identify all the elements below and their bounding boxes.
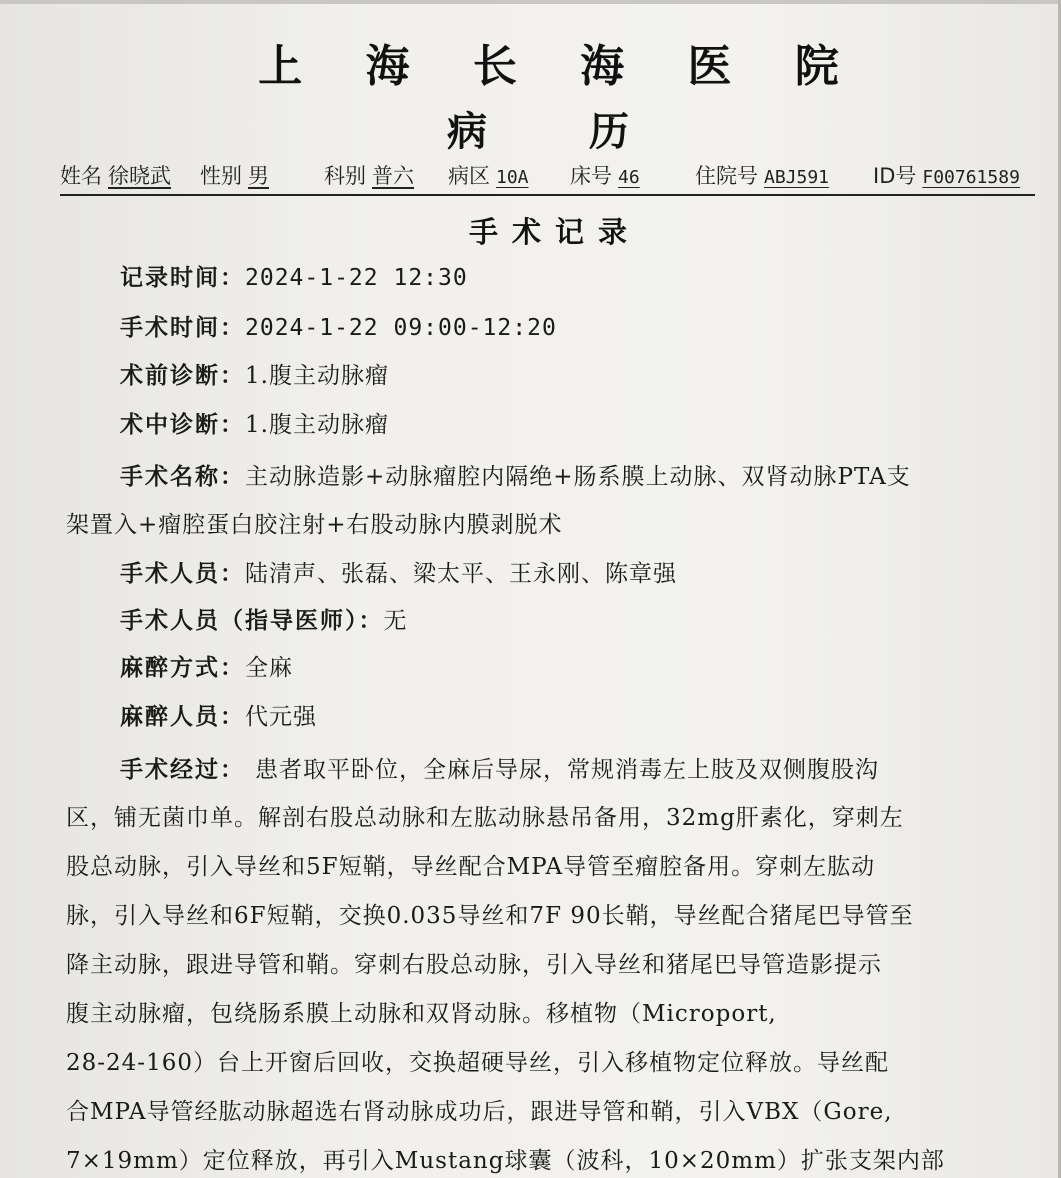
- surgery-time-row: [120, 312, 557, 344]
- patient-id-value: F00761589: [922, 167, 1020, 188]
- ward-value: 10A: [496, 167, 529, 188]
- patient-id-field: [873, 160, 1020, 190]
- bed-label: 床号: [570, 164, 612, 188]
- surgery-time-label: 手术时间：: [120, 314, 245, 341]
- surgery-name-block: [66, 452, 1036, 550]
- procedure-line: 区，铺无菌巾单。解剖右股总动脉和左肱动脉悬吊备用，32mg肝素化，穿刺左: [66, 805, 904, 831]
- supervisor-value: 无: [383, 608, 408, 634]
- record-time-value: 2024-1-22 12:30: [245, 265, 468, 291]
- record-time-label: 记录时间：: [120, 264, 245, 291]
- procedure-line: [66, 745, 1036, 794]
- record-time-row: [120, 262, 468, 294]
- anesthetist-row: [120, 701, 317, 733]
- bed-value: 46: [618, 167, 640, 188]
- admission-number-value: ABJ591: [764, 167, 830, 188]
- procedure-line: 腹主动脉瘤，包绕肠系膜上动脉和双肾动脉。移植物（Microport,: [66, 1001, 777, 1027]
- surgery-name-line-2: 架置入+瘤腔蛋白胶注射+右股动脉内膜剥脱术: [66, 512, 563, 538]
- staff-value: 陆清声、张磊、梁太平、王永刚、陈章强: [245, 561, 677, 587]
- record-type-title: 病 历: [447, 108, 673, 155]
- patient-name-label: 姓名: [60, 164, 102, 188]
- supervisor-row: [120, 605, 408, 637]
- surgery-name-value-1: 主动脉造影+动脉瘤腔内隔绝+肠系膜上动脉、双肾动脉PTA支: [245, 464, 911, 490]
- surgery-time-value: 2024-1-22 09:00-12:20: [245, 315, 557, 341]
- preop-diagnosis-value: 1.腹主动脉瘤: [245, 363, 389, 389]
- ward-label: 病区: [448, 164, 490, 188]
- preop-diagnosis-row: [120, 360, 389, 392]
- patient-name-value: 徐晓武: [108, 164, 171, 188]
- department-field: [324, 160, 414, 190]
- patient-gender-value: 男: [248, 164, 269, 188]
- anesthesia-method-label: 麻醉方式：: [120, 654, 245, 681]
- anesthesia-method-row: [120, 652, 293, 684]
- procedure-label: 手术经过：: [120, 756, 245, 783]
- supervisor-label: 手术人员（指导医师）：: [120, 607, 384, 634]
- staff-label: 手术人员：: [120, 560, 245, 587]
- admission-number-field: [695, 160, 829, 190]
- surgery-name-label: 手术名称：: [120, 463, 245, 490]
- anesthesia-method-value: 全麻: [245, 655, 293, 681]
- procedure-line: 28-24-160）台上开窗后回收，交换超硬导丝，引入移植物定位释放。导丝配: [66, 1050, 889, 1076]
- patient-gender-label: 性别: [200, 164, 242, 188]
- patient-info-bar: [60, 156, 1035, 196]
- procedure-line: 股总动脉，引入导丝和5F短鞘，导丝配合MPA导管至瘤腔备用。穿刺左肱动: [66, 854, 876, 880]
- department-label: 科别: [324, 164, 366, 188]
- procedure-line: 脉，引入导丝和6F短鞘，交换0.035导丝和7F 90长鞘，导丝配合猪尾巴导管至: [66, 903, 914, 929]
- patient-gender-field: [200, 160, 269, 190]
- procedure-line: 降主动脉，跟进导管和鞘。穿刺右股总动脉，引入导丝和猪尾巴导管造影提示: [66, 952, 882, 978]
- procedure-text: 患者取平卧位，全麻后导尿，常规消毒左上肢及双侧腹股沟: [255, 757, 879, 783]
- department-value: 普六: [372, 164, 414, 188]
- screen-top-edge: [0, 0, 1061, 4]
- intraop-diagnosis-row: [120, 409, 389, 441]
- patient-name-field: [60, 160, 171, 190]
- preop-diagnosis-label: 术前诊断：: [120, 362, 245, 389]
- procedure-block: [66, 745, 1036, 1178]
- procedure-line: 合MPA导管经肱动脉超选右肾动脉成功后，跟进导管和鞘，引入VBX（Gore,: [66, 1099, 893, 1125]
- hospital-name: 上 海 长 海 医 院: [258, 41, 863, 92]
- admission-number-label: 住院号: [695, 164, 758, 188]
- section-title: 手术记录: [468, 215, 641, 249]
- staff-row: [120, 558, 677, 590]
- anesthetist-value: 代元强: [245, 704, 317, 730]
- anesthetist-label: 麻醉人员：: [120, 703, 245, 730]
- patient-id-label: ID号: [873, 164, 917, 188]
- surgery-name-line-1: [66, 452, 1036, 501]
- bed-field: [570, 160, 640, 190]
- intraop-diagnosis-label: 术中诊断：: [120, 411, 245, 438]
- procedure-line: 7×19mm）定位释放，再引入Mustang球囊（波科，10×20mm）扩张支架内部: [66, 1148, 945, 1174]
- intraop-diagnosis-value: 1.腹主动脉瘤: [245, 412, 389, 438]
- ward-field: [448, 160, 529, 190]
